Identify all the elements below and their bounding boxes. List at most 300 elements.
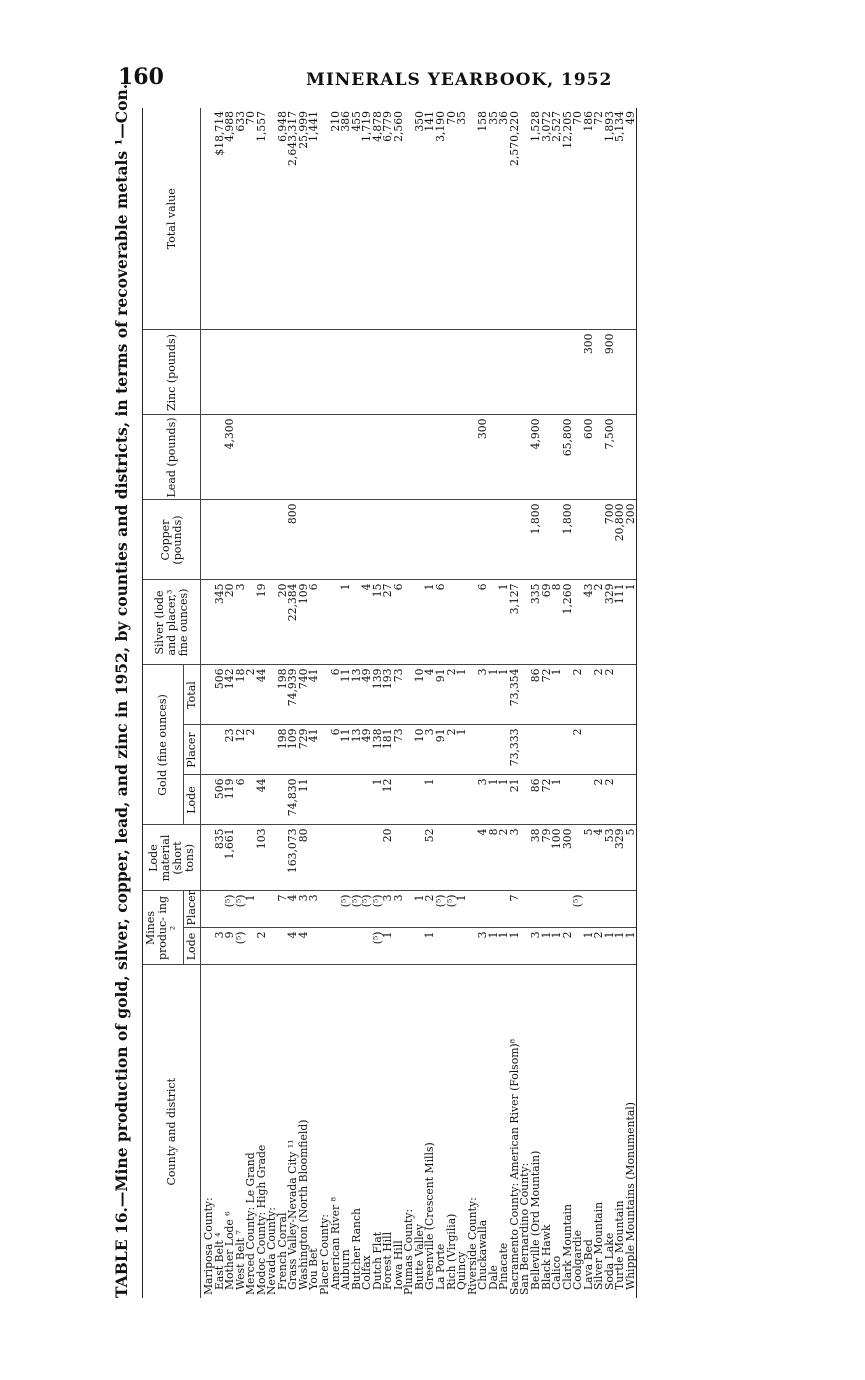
cell-copper bbox=[478, 500, 489, 580]
cell-mines-placer bbox=[320, 891, 331, 928]
cell-total-value: 1,557 bbox=[257, 108, 268, 330]
cell-county-district: French Corral bbox=[275, 1212, 289, 1290]
table-row bbox=[520, 108, 531, 1298]
cell-lode-material: 835 bbox=[215, 825, 226, 891]
cell-silver: 22,384 bbox=[288, 580, 299, 665]
cell-silver: 43 bbox=[584, 580, 595, 665]
cell-lead bbox=[278, 415, 289, 500]
cell-mines-lode: 9 bbox=[225, 928, 236, 965]
table-row bbox=[584, 108, 595, 1298]
cell-mines-placer bbox=[489, 891, 500, 928]
cell-gold-total: 506 bbox=[215, 665, 226, 725]
cell-lead: 600 bbox=[584, 415, 595, 500]
cell-gold-lode bbox=[447, 775, 458, 825]
cell-gold-placer: 1 bbox=[457, 725, 468, 775]
cell-mines-lode: (⁵) bbox=[236, 928, 247, 965]
cell-gold-total: 49 bbox=[362, 665, 373, 725]
table-row bbox=[573, 108, 584, 1298]
cell-gold-placer: 181 bbox=[383, 725, 394, 775]
cell-mines-placer bbox=[520, 891, 531, 928]
cell-zinc bbox=[362, 330, 373, 415]
cell-lead bbox=[341, 415, 352, 500]
cell-mines-placer bbox=[257, 891, 268, 928]
cell-mines-placer bbox=[552, 891, 563, 928]
cell-gold-total: 1 bbox=[457, 665, 468, 725]
cell-copper bbox=[299, 500, 310, 580]
cell-lode-material: 4 bbox=[478, 825, 489, 891]
cell-zinc bbox=[626, 330, 637, 415]
cell-mines-lode: 4 bbox=[288, 928, 299, 965]
cell-mines-lode: 3 bbox=[215, 928, 226, 965]
cell-gold-total: 139 bbox=[373, 665, 384, 725]
cell-lode-material bbox=[267, 825, 278, 891]
table-row bbox=[215, 108, 226, 1298]
cell-lead bbox=[309, 415, 320, 500]
cell-gold-placer bbox=[542, 725, 553, 775]
cell-silver: 1 bbox=[626, 580, 637, 665]
cell-gold-placer: 11 bbox=[341, 725, 352, 775]
cell-gold-total: 193 bbox=[383, 665, 394, 725]
cell-gold-placer: 729 bbox=[299, 725, 310, 775]
table-row bbox=[320, 108, 331, 1298]
cell-gold-total: 18 bbox=[236, 665, 247, 725]
cell-county-district: Dutch Flat bbox=[370, 1231, 384, 1290]
cell-zinc bbox=[201, 330, 215, 415]
cell-lode-material bbox=[352, 825, 363, 891]
cell-lode-material: 38 bbox=[531, 825, 542, 891]
cell-gold-placer: 49 bbox=[362, 725, 373, 775]
cell-county-district: Soda Lake bbox=[602, 1232, 616, 1290]
cell-zinc bbox=[542, 330, 553, 415]
cell-mines-lode bbox=[267, 928, 278, 965]
cell-gold-total: 13 bbox=[352, 665, 363, 725]
cell-mines-lode: 2 bbox=[594, 928, 605, 965]
cell-gold-lode: 72 bbox=[542, 775, 553, 825]
cell-zinc bbox=[489, 330, 500, 415]
cell-copper: 200 bbox=[626, 500, 637, 580]
cell-mines-placer: 2 bbox=[425, 891, 436, 928]
cell-gold-lode: 119 bbox=[225, 775, 236, 825]
production-table bbox=[142, 108, 637, 1298]
cell-copper bbox=[510, 500, 521, 580]
cell-lode-material: 5 bbox=[626, 825, 637, 891]
cell-county-district: Placer County: bbox=[318, 1214, 332, 1295]
cell-copper: 1,800 bbox=[563, 500, 574, 580]
cell-total-value: 5,134 bbox=[615, 108, 626, 330]
cell-copper bbox=[320, 500, 331, 580]
cell-lead bbox=[447, 415, 458, 500]
cell-lead: 7,500 bbox=[605, 415, 616, 500]
cell-silver bbox=[415, 580, 426, 665]
cell-total-value: 70 bbox=[246, 108, 257, 330]
cell-county-district: Dale bbox=[486, 1265, 500, 1290]
cell-mines-lode: 1 bbox=[510, 928, 521, 965]
cell-mines-lode bbox=[341, 928, 352, 965]
cell-gold-lode bbox=[309, 775, 320, 825]
cell-copper bbox=[246, 500, 257, 580]
cell-mines-lode: 1 bbox=[542, 928, 553, 965]
cell-lead bbox=[489, 415, 500, 500]
cell-gold-lode: 1 bbox=[489, 775, 500, 825]
cell-mines-lode: 1 bbox=[499, 928, 510, 965]
cell-gold-total: 2 bbox=[246, 665, 257, 725]
cell-zinc bbox=[246, 330, 257, 415]
cell-silver: 2 bbox=[594, 580, 605, 665]
cell-lode-material: 79 bbox=[542, 825, 553, 891]
cell-county-district: West Belt ⁷ bbox=[233, 1230, 247, 1290]
cell-total-value: 386 bbox=[341, 108, 352, 330]
cell-total-value: 158 bbox=[478, 108, 489, 330]
cell-county-district: Modoc County: High Grade bbox=[254, 1144, 268, 1295]
cell-zinc bbox=[309, 330, 320, 415]
cell-mines-placer bbox=[201, 891, 215, 928]
cell-lead bbox=[510, 415, 521, 500]
cell-gold-lode bbox=[563, 775, 574, 825]
cell-mines-placer: 3 bbox=[309, 891, 320, 928]
cell-gold-total: 2 bbox=[573, 665, 584, 725]
cell-mines-placer: 3 bbox=[299, 891, 310, 928]
cell-silver bbox=[352, 580, 363, 665]
cell-copper bbox=[542, 500, 553, 580]
cell-lode-material: 4 bbox=[594, 825, 605, 891]
cell-total-value: 1,441 bbox=[309, 108, 320, 330]
cell-mines-lode: 3 bbox=[478, 928, 489, 965]
cell-copper bbox=[457, 500, 468, 580]
cell-silver: 345 bbox=[215, 580, 226, 665]
cell-zinc bbox=[520, 330, 531, 415]
table-row bbox=[352, 108, 363, 1298]
cell-gold-total: 2 bbox=[447, 665, 458, 725]
cell-gold-total: 72 bbox=[542, 665, 553, 725]
cell-mines-lode bbox=[436, 928, 447, 965]
cell-copper bbox=[373, 500, 384, 580]
cell-total-value: 49 bbox=[626, 108, 637, 330]
cell-zinc bbox=[468, 330, 479, 415]
cell-gold-placer bbox=[520, 725, 531, 775]
cell-county-district: Rich (Virgilia) bbox=[444, 1213, 458, 1290]
cell-gold-lode bbox=[331, 775, 342, 825]
cell-silver: 109 bbox=[299, 580, 310, 665]
cell-silver bbox=[404, 580, 415, 665]
cell-copper bbox=[331, 500, 342, 580]
cell-mines-placer: (⁵) bbox=[373, 891, 384, 928]
table-row bbox=[436, 108, 447, 1298]
cell-gold-lode bbox=[267, 775, 278, 825]
cell-county-district: Riverside County: bbox=[465, 1197, 479, 1295]
cell-county-district: Butcher Ranch bbox=[349, 1208, 363, 1290]
cell-total-value: 455 bbox=[352, 108, 363, 330]
header-lode-material: Lode material (short tons) bbox=[143, 825, 201, 891]
cell-lead bbox=[331, 415, 342, 500]
cell-county-district: Forest Hill bbox=[381, 1231, 395, 1290]
cell-mines-lode: 1 bbox=[489, 928, 500, 965]
cell-zinc bbox=[288, 330, 299, 415]
cell-copper bbox=[201, 500, 215, 580]
cell-mines-placer: (⁵) bbox=[352, 891, 363, 928]
cell-gold-lode bbox=[352, 775, 363, 825]
cell-copper bbox=[225, 500, 236, 580]
cell-silver: 335 bbox=[531, 580, 542, 665]
table-row bbox=[478, 108, 489, 1298]
cell-zinc bbox=[457, 330, 468, 415]
cell-county-district: Washington (North Bloomfield) bbox=[296, 1119, 310, 1290]
cell-gold-lode bbox=[436, 775, 447, 825]
cell-lode-material: 5 bbox=[584, 825, 595, 891]
cell-zinc bbox=[320, 330, 331, 415]
cell-total-value: 2,527 bbox=[552, 108, 563, 330]
cell-silver: 3 bbox=[236, 580, 247, 665]
cell-gold-placer: 3 bbox=[425, 725, 436, 775]
cell-gold-total: 142 bbox=[225, 665, 236, 725]
cell-silver bbox=[457, 580, 468, 665]
cell-gold-total bbox=[615, 665, 626, 725]
cell-total-value: 25,999 bbox=[299, 108, 310, 330]
cell-county-district: Mother Lode ⁶ bbox=[223, 1211, 237, 1290]
cell-zinc bbox=[404, 330, 415, 415]
header-gold-total: Total bbox=[184, 665, 201, 725]
cell-mines-placer: 3 bbox=[394, 891, 405, 928]
cell-silver bbox=[320, 580, 331, 665]
cell-lead bbox=[542, 415, 553, 500]
cell-zinc bbox=[257, 330, 268, 415]
cell-lode-material: 20 bbox=[383, 825, 394, 891]
table-row bbox=[457, 108, 468, 1298]
cell-lead bbox=[373, 415, 384, 500]
cell-mines-placer: 4 bbox=[288, 891, 299, 928]
cell-county-district: Whipple Mountains (Monumental) bbox=[626, 965, 637, 1298]
cell-total-value: 12,205 bbox=[563, 108, 574, 330]
cell-lead bbox=[320, 415, 331, 500]
cell-zinc bbox=[563, 330, 574, 415]
cell-county-district: Black Hawk bbox=[539, 1224, 553, 1290]
cell-lead bbox=[246, 415, 257, 500]
cell-copper bbox=[425, 500, 436, 580]
cell-mines-lode bbox=[352, 928, 363, 965]
cell-mines-placer bbox=[626, 891, 637, 928]
cell-mines-placer bbox=[594, 891, 605, 928]
cell-gold-lode bbox=[626, 775, 637, 825]
cell-lead: 4,900 bbox=[531, 415, 542, 500]
cell-mines-lode bbox=[394, 928, 405, 965]
cell-county-district: Quincy bbox=[455, 1251, 469, 1290]
cell-gold-placer: 23 bbox=[225, 725, 236, 775]
cell-county-district: Chuckawalla bbox=[476, 1219, 490, 1290]
cell-county-district: Butte Valley bbox=[412, 1223, 426, 1290]
table-row bbox=[415, 108, 426, 1298]
cell-gold-lode: 74,830 bbox=[288, 775, 299, 825]
cell-total-value: 210 bbox=[331, 108, 342, 330]
cell-lead bbox=[352, 415, 363, 500]
cell-silver: 19 bbox=[257, 580, 268, 665]
cell-gold-placer: 91 bbox=[436, 725, 447, 775]
table-row bbox=[563, 108, 574, 1298]
cell-lead bbox=[201, 415, 215, 500]
cell-lead: 65,800 bbox=[563, 415, 574, 500]
table-row bbox=[225, 108, 236, 1298]
cell-zinc bbox=[436, 330, 447, 415]
table-row bbox=[510, 108, 521, 1298]
cell-silver: 6 bbox=[436, 580, 447, 665]
table-row bbox=[489, 108, 500, 1298]
cell-gold-placer bbox=[201, 725, 215, 775]
cell-zinc bbox=[510, 330, 521, 415]
cell-zinc bbox=[278, 330, 289, 415]
cell-county-district: Pinacate bbox=[497, 1242, 511, 1290]
cell-gold-placer: 73 bbox=[394, 725, 405, 775]
cell-gold-lode: 44 bbox=[257, 775, 268, 825]
table-row bbox=[331, 108, 342, 1298]
cell-zinc bbox=[478, 330, 489, 415]
cell-total-value: 350 bbox=[415, 108, 426, 330]
rotated-table-block bbox=[106, 83, 766, 1298]
cell-lode-material: 3 bbox=[510, 825, 521, 891]
cell-mines-placer bbox=[478, 891, 489, 928]
header-gold-lode: Lode bbox=[184, 775, 201, 825]
cell-silver: 8 bbox=[552, 580, 563, 665]
cell-copper bbox=[499, 500, 510, 580]
cell-county-district: Grass Valley-Nevada City ¹¹ bbox=[286, 1139, 300, 1290]
table-row bbox=[309, 108, 320, 1298]
cell-total-value: 70 bbox=[573, 108, 584, 330]
cell-copper bbox=[436, 500, 447, 580]
cell-gold-placer bbox=[531, 725, 542, 775]
cell-county-district: Colfax bbox=[360, 1255, 374, 1290]
cell-zinc: 300 bbox=[584, 330, 595, 415]
cell-zinc bbox=[299, 330, 310, 415]
cell-gold-lode bbox=[394, 775, 405, 825]
cell-zinc bbox=[425, 330, 436, 415]
cell-copper bbox=[415, 500, 426, 580]
cell-copper bbox=[341, 500, 352, 580]
cell-lode-material: 53 bbox=[605, 825, 616, 891]
cell-gold-placer bbox=[626, 725, 637, 775]
cell-mines-lode: 2 bbox=[257, 928, 268, 965]
cell-gold-lode bbox=[404, 775, 415, 825]
table-row bbox=[383, 108, 394, 1298]
cell-lode-material bbox=[447, 825, 458, 891]
table-row bbox=[425, 108, 436, 1298]
cell-total-value: 3,072 bbox=[542, 108, 553, 330]
cell-zinc bbox=[447, 330, 458, 415]
cell-zinc bbox=[415, 330, 426, 415]
cell-lead bbox=[499, 415, 510, 500]
cell-gold-lode: 6 bbox=[236, 775, 247, 825]
cell-gold-placer: 13 bbox=[352, 725, 363, 775]
table-row bbox=[404, 108, 415, 1298]
cell-zinc bbox=[225, 330, 236, 415]
cell-gold-placer: 109 bbox=[288, 725, 299, 775]
cell-lead bbox=[425, 415, 436, 500]
cell-mines-lode: 1 bbox=[615, 928, 626, 965]
cell-silver: 1,260 bbox=[563, 580, 574, 665]
cell-gold-placer: 2 bbox=[447, 725, 458, 775]
cell-gold-lode bbox=[615, 775, 626, 825]
cell-mines-placer: (⁵) bbox=[362, 891, 373, 928]
cell-mines-placer: 1 bbox=[415, 891, 426, 928]
cell-total-value: 4,878 bbox=[373, 108, 384, 330]
cell-county-district: Plumas County: bbox=[402, 1208, 416, 1295]
cell-gold-total: 44 bbox=[257, 665, 268, 725]
table-row bbox=[267, 108, 278, 1298]
cell-copper bbox=[309, 500, 320, 580]
cell-lode-material bbox=[404, 825, 415, 891]
cell-lode-material: 8 bbox=[489, 825, 500, 891]
cell-lode-material: 2 bbox=[499, 825, 510, 891]
cell-total-value: 2,570,220 bbox=[510, 108, 521, 330]
cell-lead bbox=[404, 415, 415, 500]
cell-total-value: 70 bbox=[447, 108, 458, 330]
cell-gold-total bbox=[626, 665, 637, 725]
cell-mines-lode bbox=[404, 928, 415, 965]
cell-copper bbox=[447, 500, 458, 580]
cell-gold-placer: 6 bbox=[331, 725, 342, 775]
cell-lead bbox=[394, 415, 405, 500]
cell-lead bbox=[299, 415, 310, 500]
cell-copper bbox=[584, 500, 595, 580]
cell-lode-material: 329 bbox=[615, 825, 626, 891]
cell-gold-placer bbox=[478, 725, 489, 775]
cell-county-district: Turtle Mountain bbox=[613, 1200, 627, 1290]
cell-lead bbox=[436, 415, 447, 500]
cell-gold-placer: 2 bbox=[573, 725, 584, 775]
cell-gold-placer bbox=[489, 725, 500, 775]
table-row bbox=[201, 108, 215, 1298]
cell-mines-placer bbox=[615, 891, 626, 928]
cell-lode-material bbox=[320, 825, 331, 891]
cell-mines-lode: 1 bbox=[552, 928, 563, 965]
cell-mines-placer bbox=[605, 891, 616, 928]
cell-copper bbox=[362, 500, 373, 580]
cell-lode-material bbox=[341, 825, 352, 891]
cell-gold-total: 73,354 bbox=[510, 665, 521, 725]
cell-county-district: Coolgardie bbox=[571, 1230, 585, 1290]
cell-total-value bbox=[468, 108, 479, 330]
cell-total-value: 72 bbox=[594, 108, 605, 330]
cell-mines-placer: 1 bbox=[457, 891, 468, 928]
table-row bbox=[468, 108, 479, 1298]
table-row bbox=[552, 108, 563, 1298]
cell-gold-total: 2 bbox=[594, 665, 605, 725]
cell-gold-placer: 198 bbox=[278, 725, 289, 775]
cell-silver: 6 bbox=[478, 580, 489, 665]
cell-lead bbox=[415, 415, 426, 500]
cell-silver: 6 bbox=[394, 580, 405, 665]
cell-lode-material: 80 bbox=[299, 825, 310, 891]
table-row bbox=[447, 108, 458, 1298]
cell-zinc bbox=[236, 330, 247, 415]
cell-gold-total: 6 bbox=[331, 665, 342, 725]
cell-copper bbox=[404, 500, 415, 580]
cell-mines-lode bbox=[457, 928, 468, 965]
cell-zinc bbox=[383, 330, 394, 415]
header-total-value: Total value bbox=[143, 108, 201, 330]
cell-gold-lode: 1 bbox=[499, 775, 510, 825]
cell-silver bbox=[447, 580, 458, 665]
cell-county-district: Sacramento County: American River (Folsom)⁸ bbox=[507, 1039, 521, 1295]
cell-copper bbox=[489, 500, 500, 580]
cell-mines-lode: (⁵) bbox=[373, 928, 384, 965]
cell-mines-placer: 7 bbox=[510, 891, 521, 928]
cell-copper bbox=[383, 500, 394, 580]
cell-total-value: 6,948 bbox=[278, 108, 289, 330]
cell-mines-placer bbox=[531, 891, 542, 928]
header-mines-placer: Placer bbox=[184, 891, 201, 928]
header-copper: Copper (pounds) bbox=[143, 500, 201, 580]
table-row bbox=[531, 108, 542, 1298]
cell-lode-material: 100 bbox=[552, 825, 563, 891]
cell-copper bbox=[573, 500, 584, 580]
cell-mines-lode bbox=[447, 928, 458, 965]
